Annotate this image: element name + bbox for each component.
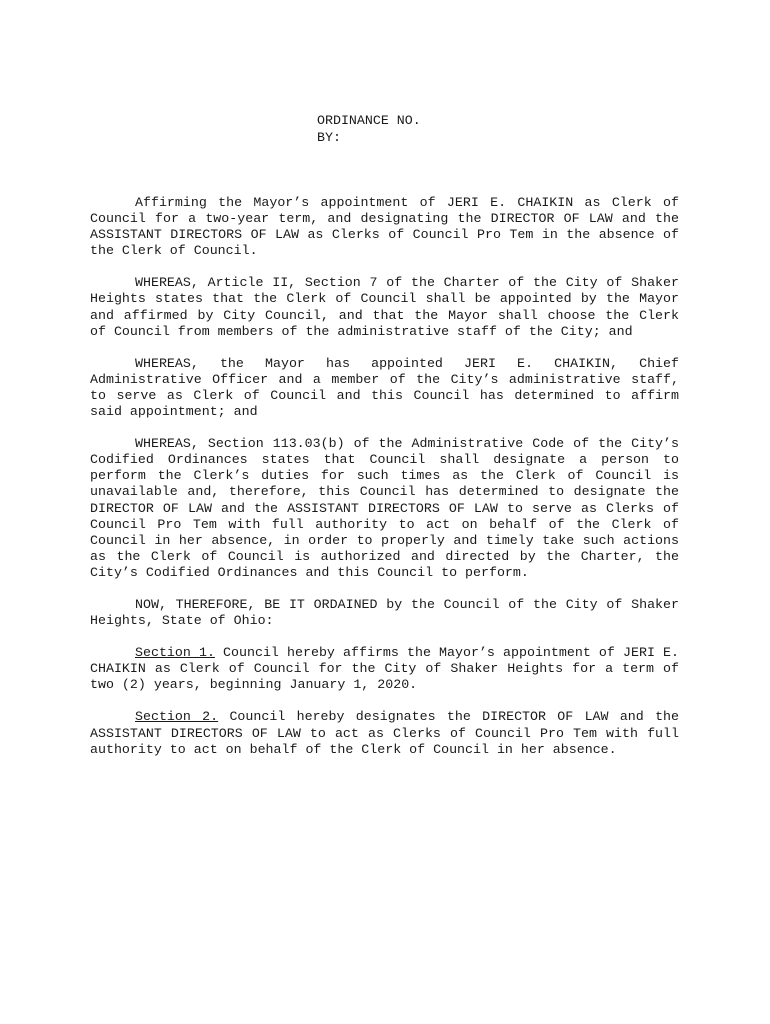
whereas-paragraph-1: WHEREAS, Article II, Section 7 of the Charter of the City of Shaker Heights states that the Clerk of Council shall be appointed by the Mayor and affirmed by City Council, and that the Mayor shall choose the Clerk of Council from members of the administrative staff of the City; and <box>90 275 679 339</box>
ordinance-document <box>90 112 679 758</box>
section-1-text: Council hereby affirms the Mayor’s appointment of JERI E. CHAIKIN as Clerk of Council for the City of Shaker Heights for a term of two (2) years, beginning January 1, 2020. <box>90 645 679 693</box>
section-2-label: Section 2. <box>135 709 219 725</box>
ordinance-by-label: BY: <box>317 130 341 145</box>
section-1-paragraph <box>90 645 679 693</box>
section-2-paragraph <box>90 709 679 757</box>
section-2-text: Council hereby designates the DIRECTOR OF LAW and the ASSISTANT DIRECTORS OF LAW to act as Clerks of Council Pro Tem with full authority to act on behalf of the Clerk of Council in her absence. <box>90 709 680 757</box>
title-paragraph: Affirming the Mayor’s appointment of JERI E. CHAIKIN as Clerk of Council for a two-year term, and designating the DIRECTOR OF LAW and the ASSISTANT DIRECTORS OF LAW as Clerks of Council Pro Tem in the absence of the Clerk of Council. <box>90 195 679 259</box>
section-1-label: Section 1. <box>135 645 215 661</box>
ordained-paragraph: NOW, THEREFORE, BE IT ORDAINED by the Council of the City of Shaker Heights, State of Ohio: <box>90 596 679 629</box>
whereas-paragraph-3: WHEREAS, Section 113.03(b) of the Administrative Code of the City’s Codified Ordinances states that Council shall designate a person to perform the Clerk’s duties for such times as the Clerk of Council is unavailable and, therefore, this Council has determined to designate the DIRECTOR OF LAW and the ASSISTANT DIRECTORS OF LAW to serve as Clerks of Council Pro Tem with full authority to act on behalf of the Clerk of Council in her absence, in order to properly and timely take such actions as the Clerk of Council is authorized and directed by the Charter, the City’s Codified Ordinances and this Council to perform. <box>90 436 679 580</box>
ordinance-number-label: ORDINANCE NO. <box>317 113 421 128</box>
whereas-paragraph-2: WHEREAS, the Mayor has appointed JERI E. CHAIKIN, Chief Administrative Officer and a member of the City’s administrative staff, to serve as Clerk of Council and this Council has determined to affirm said appointment; and <box>90 355 679 420</box>
ordinance-heading <box>317 112 679 146</box>
